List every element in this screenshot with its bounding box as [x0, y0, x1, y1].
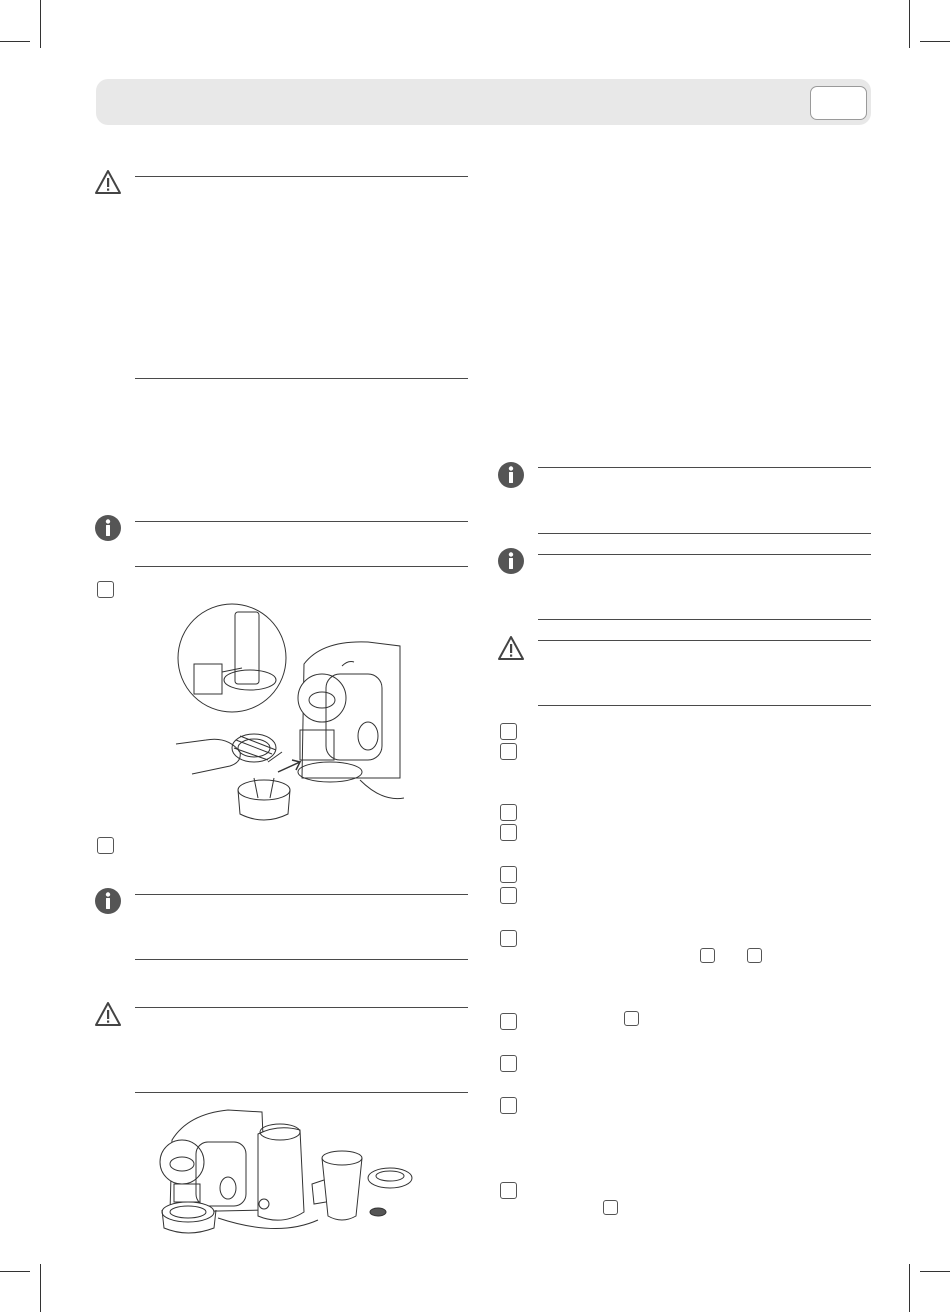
crop-mark — [920, 1271, 950, 1272]
section-rule — [135, 521, 468, 522]
info-icon — [497, 461, 525, 489]
step-number-box — [500, 743, 517, 760]
section-rule — [135, 959, 468, 960]
step-number-box — [500, 723, 517, 740]
step-number-box — [97, 581, 114, 598]
crop-mark — [0, 1271, 30, 1272]
step-number-box — [500, 1013, 517, 1030]
section-rule — [538, 554, 871, 555]
step-number-box — [500, 1182, 517, 1199]
crop-mark — [0, 41, 30, 42]
crop-mark — [909, 1264, 910, 1312]
drip-tray-illustration — [172, 602, 404, 828]
section-rule — [135, 176, 468, 177]
step-number-box — [500, 824, 517, 841]
info-icon — [497, 547, 525, 575]
step-number-box — [500, 887, 517, 904]
crop-mark — [920, 41, 950, 42]
inline-reference-box — [747, 948, 762, 963]
step-number-box — [500, 1055, 517, 1072]
crop-mark — [40, 0, 41, 48]
info-icon — [94, 887, 122, 915]
step-number-box — [97, 837, 114, 854]
section-rule — [538, 467, 871, 468]
step-number-box — [500, 866, 517, 883]
info-icon — [94, 514, 122, 542]
warning-icon — [94, 1000, 122, 1028]
inline-reference-box — [624, 1011, 639, 1026]
section-rule — [538, 533, 871, 534]
section-rule — [135, 894, 468, 895]
section-rule — [135, 1092, 468, 1093]
warning-icon — [94, 168, 122, 196]
inline-reference-box — [700, 948, 715, 963]
section-rule — [538, 705, 871, 706]
section-rule — [135, 1007, 468, 1008]
page-number-box — [810, 86, 867, 120]
section-rule — [135, 378, 468, 379]
crop-mark — [909, 0, 910, 48]
step-number-box — [500, 930, 517, 947]
inline-reference-box — [603, 1200, 618, 1215]
machine-parts-illustration — [158, 1100, 428, 1240]
step-number-box — [500, 1097, 517, 1114]
section-rule — [135, 566, 468, 567]
section-rule — [538, 640, 871, 641]
step-number-box — [500, 804, 517, 821]
section-rule — [538, 619, 871, 620]
header-bar — [96, 79, 871, 125]
warning-icon — [497, 634, 525, 662]
crop-mark — [40, 1264, 41, 1312]
